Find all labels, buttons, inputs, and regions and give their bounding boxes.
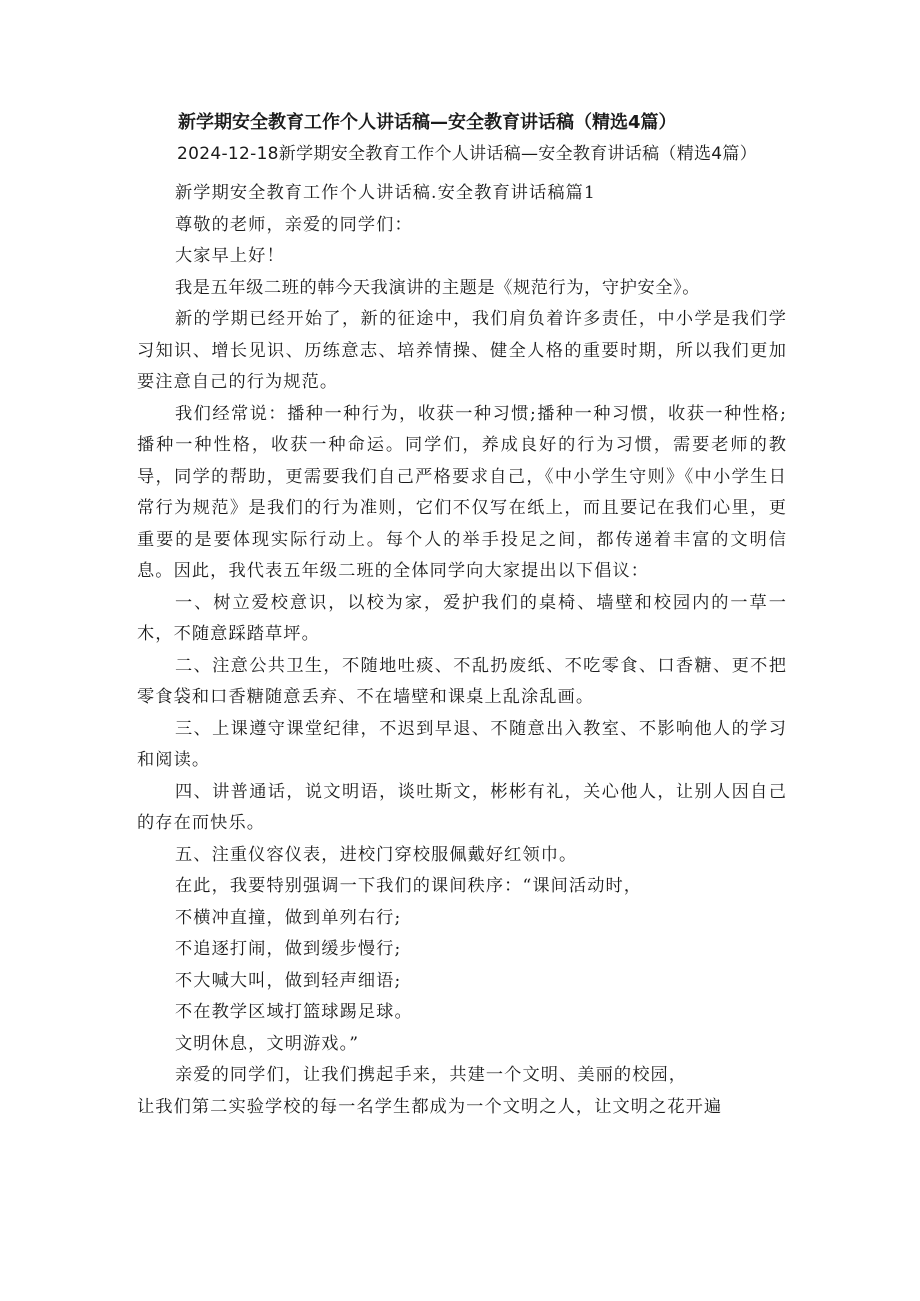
paragraph: 让我们第二实验学校的每一名学生都成为一个文明之人，让文明之花开遍 [137,1096,723,1117]
rule-line: 文明休息，文明游戏。” [175,1033,360,1054]
document-page [137,108,787,1123]
rule-line: 不大喊大叫，做到轻声细语; [175,970,402,991]
paragraph: 我是五年级二班的韩今天我演讲的主题是《规范行为，守护安全》。 [175,277,701,298]
paragraph: 在此，我要特别强调一下我们的课间秩序：“课间活动时， [175,876,643,896]
document-title: 新学期安全教育工作个人讲话稿—安全教育讲话稿（精选4篇） [178,112,677,133]
rule-line: 不在教学区域打篮球踢足球。 [175,1002,413,1022]
proposal-item: 二、注意公共卫生，不随地吐痰、不乱扔废纸、不吃零食、口香糖、更不把零食袋和口香糖随意丢弃、不在墙壁和课桌上乱涂乱画。 [137,655,787,707]
proposal-item: 一、树立爱校意识，以校为家，爱护我们的桌椅、墙壁和校园内的一草一木，不随意踩踏草坪。 [137,592,787,644]
document-date-subtitle: 2024-12-18新学期安全教育工作个人讲话稿—安全教育讲话稿（精选4篇） [177,144,758,164]
paragraph: 我们经常说：播种一种行为，收获一种习惯;播种一种习惯，收获一种性格;播种一种性格，收获一种命运。同学们，养成良好的行为习惯，需要老师的教导，同学的帮助，更需要我们自己严格要求自己，《中小学生守则》《中小学生日常行为规范》是我们的行为准则，它们不仅写在纸上，而且要记在我们心里，更重要的是要体现实际行动上。每个人的举手投足之间，都传递着丰富的文明信息。因此，我代表五年级二班的全体同学向大家提出以下倡议： [137,403,787,581]
proposal-item: 五、注重仪容仪表，进校门穿校服佩戴好红领巾。 [175,844,578,865]
greeting: 大家早上好！ [175,246,285,266]
rule-line: 不横冲直撞，做到单列右行; [175,907,402,928]
proposal-item: 三、上课遵守课堂纪律，不迟到早退、不随意出入教室、不影响他人的学习和阅读。 [137,718,787,770]
paragraph: 新的学期已经开始了，新的征途中，我们肩负着许多责任，中小学是我们学习知识、增长见识、历练意志、培养情操、健全人格的重要时期，所以我们更加要注意自己的行为规范。 [137,309,787,392]
rule-line: 不追逐打闹，做到缓步慢行; [175,939,402,959]
paragraph: 亲爱的同学们，让我们携起手来，共建一个文明、美丽的校园， [175,1065,688,1085]
salutation: 尊敬的老师，亲爱的同学们： [175,214,413,235]
proposal-item: 四、讲普通话，说文明语，谈吐斯文，彬彬有礼，关心他人，让别人因自己的存在而快乐。 [137,781,787,833]
section-heading: 新学期安全教育工作个人讲话稿.安全教育讲话稿篇1 [175,183,596,203]
